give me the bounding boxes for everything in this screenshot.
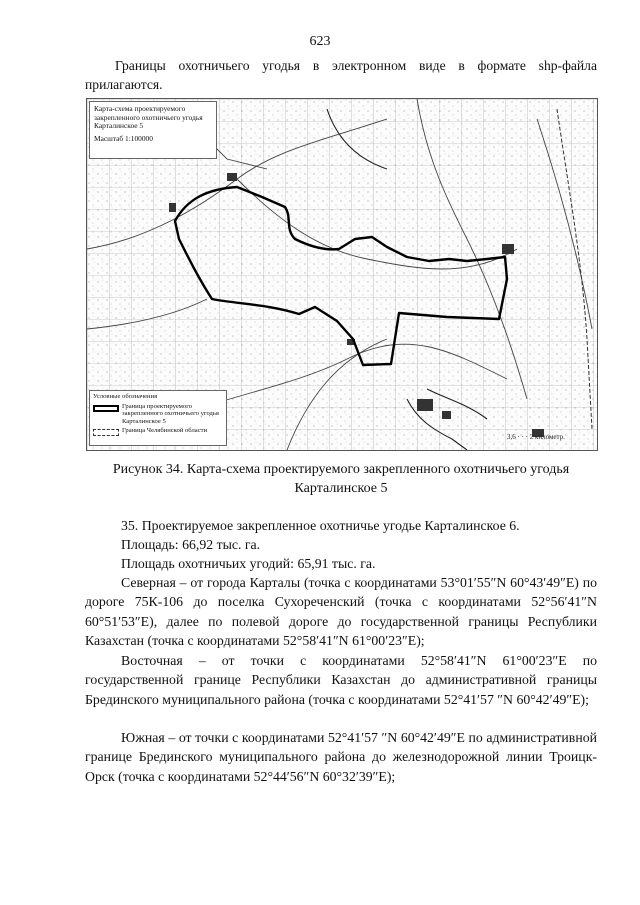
map-title-line-3: Карталинское 5	[94, 121, 144, 131]
intro-paragraph: Границы охотничьего угодья в электронном виде в формате shp-файла прилагаются.	[85, 58, 597, 93]
boundary-east: Восточная – от точки с координатами 52°58′41″N 61°00′23″E по государственной границе Республики Казахстан до административной границы Брединского муниципального района (точка с координатами 52°41′57 ″N 60°42′49″E);	[85, 653, 597, 707]
legend-label-boundary: Граница проектируемого закрепленного охотничьего угодья Карталинское 5	[122, 402, 219, 425]
legend-swatch-oblast	[93, 429, 119, 436]
map-title-line-1: Карта-схема проектируемого	[94, 104, 186, 113]
figure-caption: Рисунок 34. Карта-схема проектируемого закрепленного охотничьего угодья Карталинское 5	[112, 462, 570, 496]
page-number: 623	[309, 34, 331, 49]
section-hunting-area: Площадь охотничьих угодий: 65,91 тыс. га.	[121, 556, 376, 571]
map-title-line-2: закрепленного охотничьего угодья	[94, 112, 203, 122]
map-corner-label: 3,6 · · · 2 километр.	[507, 433, 565, 441]
legend-title: Условные обозначения	[93, 393, 158, 400]
legend-row-boundary	[93, 403, 223, 426]
legend-swatch-boundary	[93, 405, 119, 412]
map-figure	[86, 98, 598, 451]
boundary-north: Северная – от города Карталы (точка с координатами 53°01′55″N 60°43′49″E) по дороге 75К-106 до поселка Сухореченский (точка с координатами 52°56′41″N 60°51′53″E), далее по полевой дороге до государственной границы Республики Казахстан (точка с координатами 52°58′41″N 61°00′23″E);	[85, 575, 597, 648]
map-scale: Масштаб 1:100000	[94, 133, 153, 143]
section-area: Площадь: 66,92 тыс. га.	[121, 537, 261, 552]
boundary-south: Южная – от точки с координатами 52°41′57 ″N 60°42′49″E по административной границе Брединского муниципального района до железнодорожной линии Троицк-Орск (точка с координатами 52°44′56″N 60°32′39″E);	[85, 730, 597, 784]
map-title-box	[89, 101, 217, 159]
legend-label-oblast: Граница Челябинской области	[122, 427, 208, 435]
map-legend-box	[89, 390, 227, 446]
section-heading: 35. Проектируемое закрепленное охотничье угодье Карталинское 6.	[121, 518, 520, 533]
legend-row-oblast	[93, 427, 223, 436]
